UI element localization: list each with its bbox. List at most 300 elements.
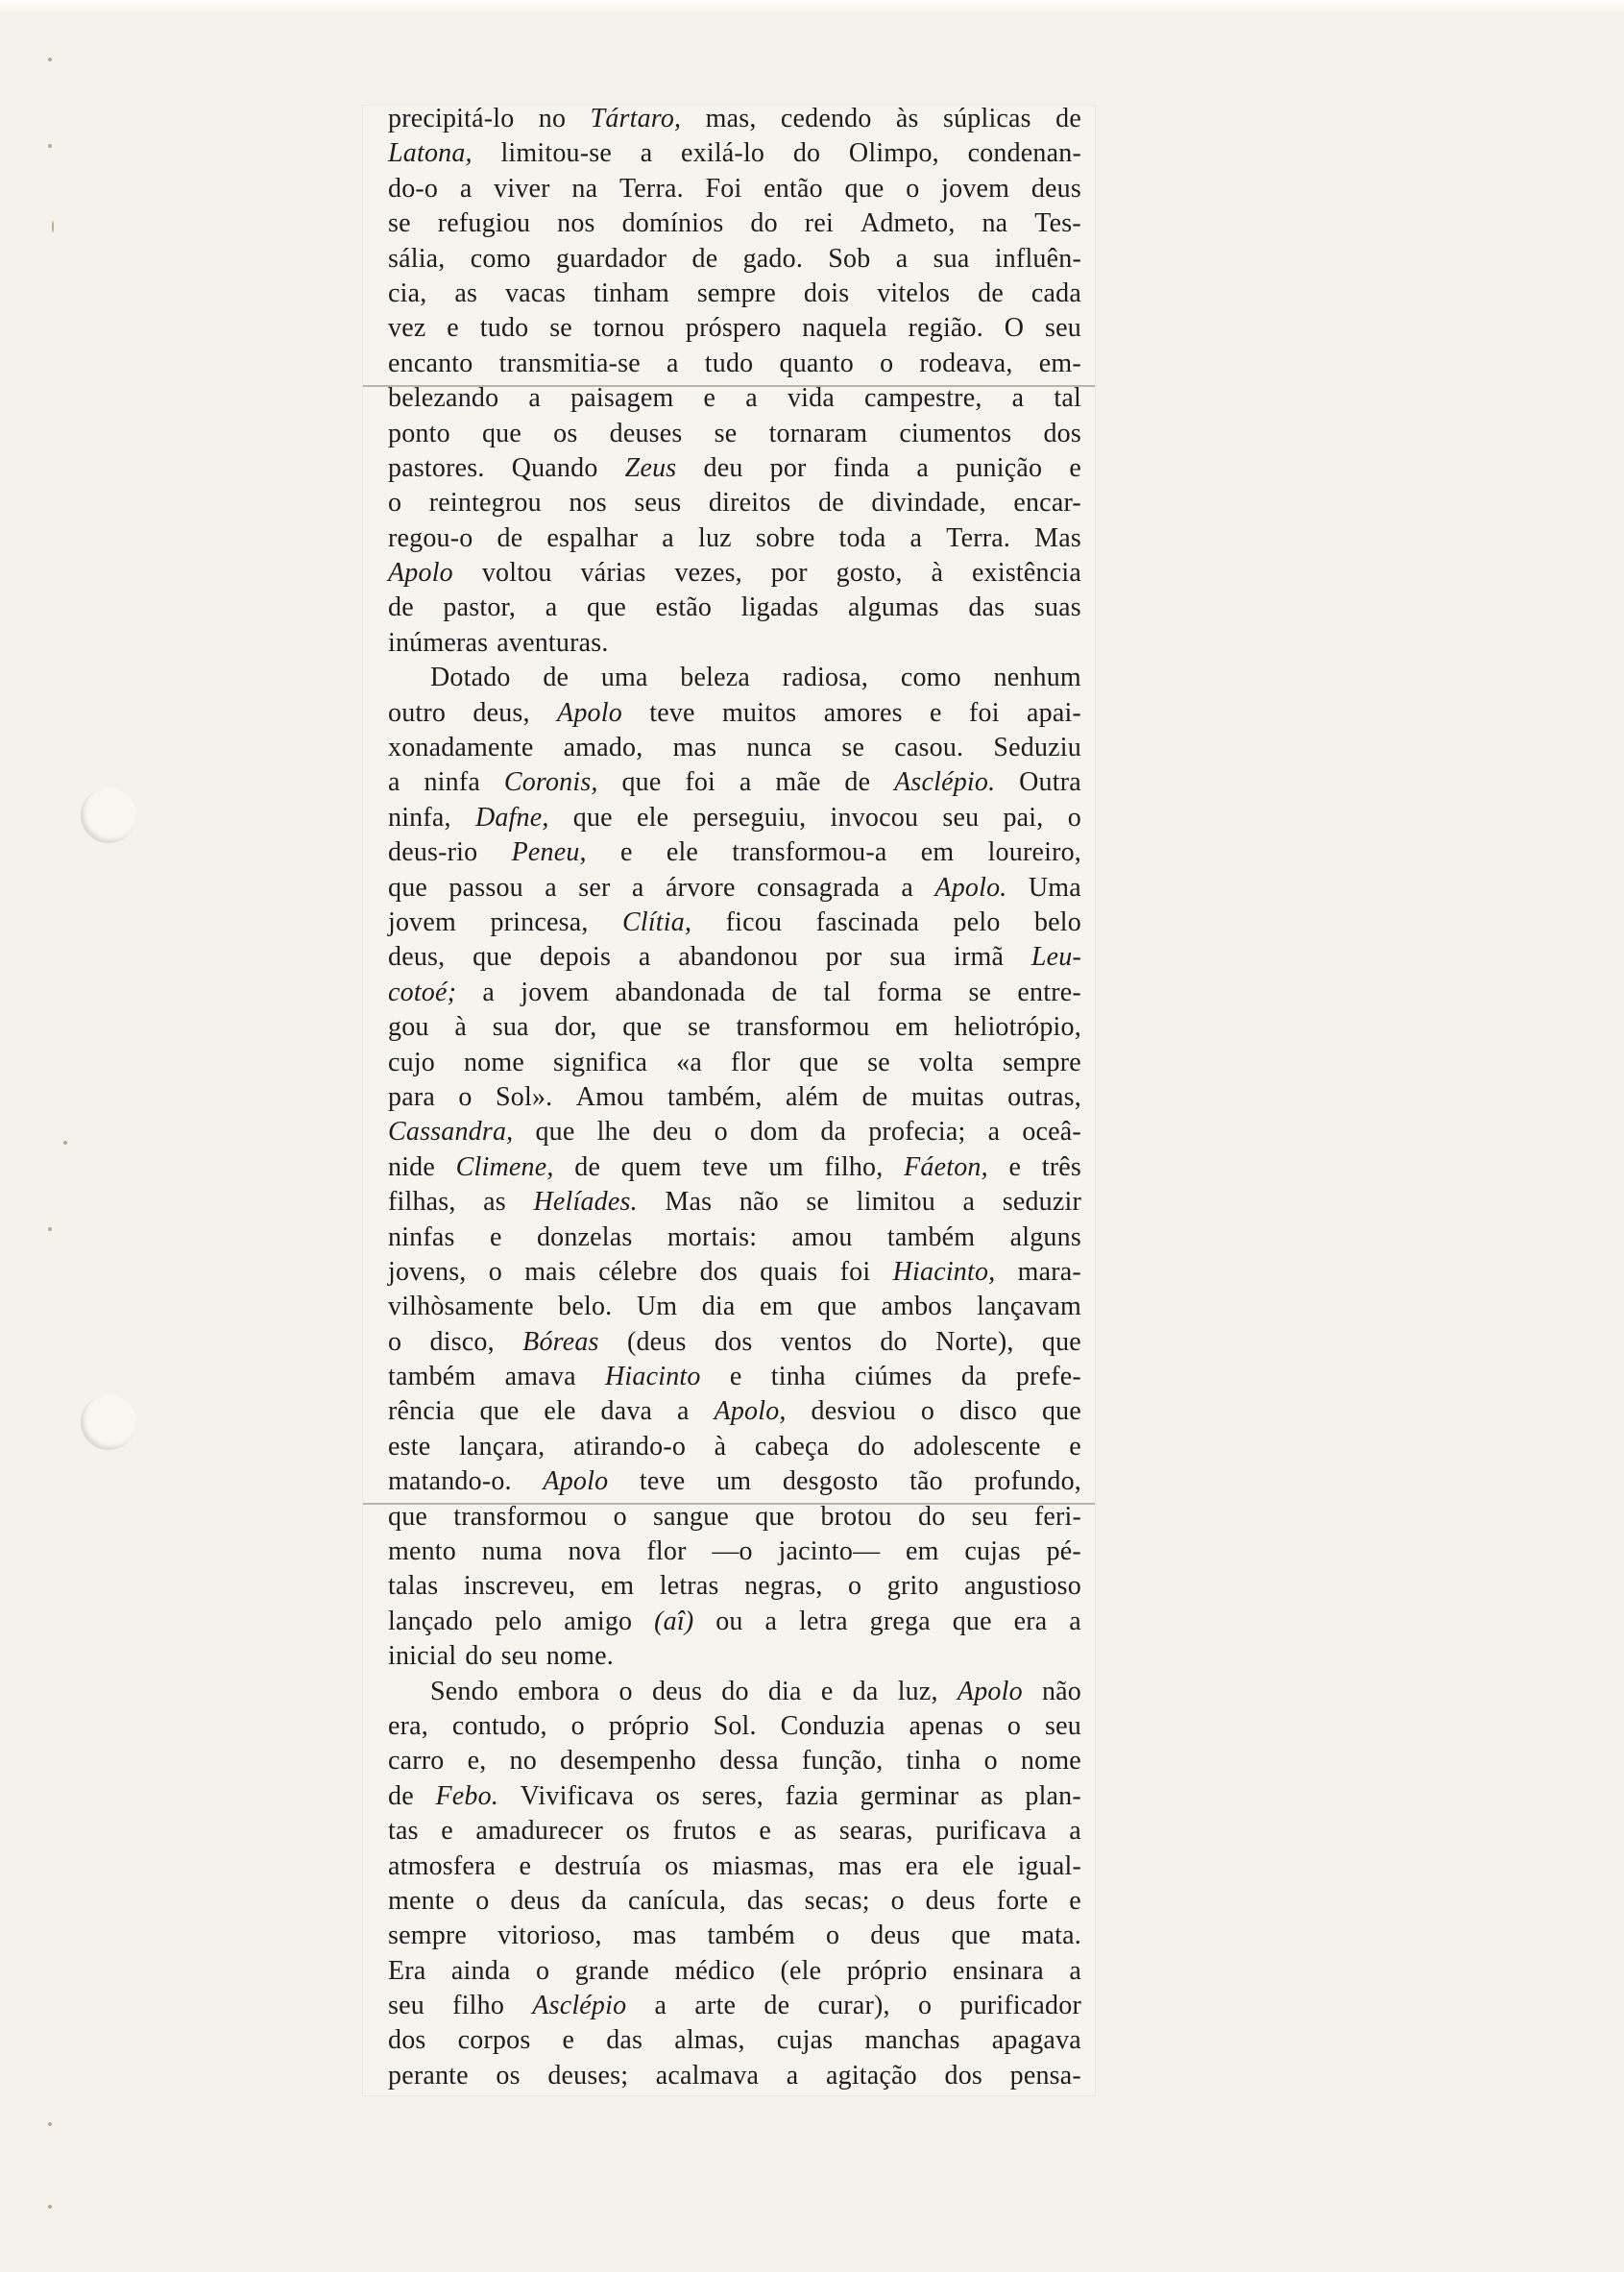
text-line: [388, 242, 1081, 277]
word: de: [497, 522, 523, 553]
word: de: [388, 592, 414, 623]
word: de: [1055, 104, 1081, 133]
italic-word: Latona,: [388, 138, 473, 169]
word: princesa,: [490, 906, 589, 937]
word: cujas: [776, 2025, 834, 2056]
word: ciumentos: [899, 418, 1012, 448]
word: depois: [539, 942, 612, 973]
word: e: [820, 1676, 834, 1706]
text-line: [388, 136, 1081, 171]
word: encar-: [1013, 488, 1081, 519]
word: a: [739, 767, 752, 798]
word: o: [388, 1326, 402, 1357]
word: do: [918, 1501, 946, 1532]
word: os: [665, 1850, 690, 1881]
word: vez: [388, 313, 426, 344]
word: seu: [1045, 313, 1081, 344]
word: Vivificava: [520, 1780, 635, 1811]
italic-word: Apolo: [543, 1466, 609, 1497]
word: por: [825, 942, 862, 973]
word: jovem: [388, 906, 456, 937]
word: que: [755, 1501, 795, 1532]
word: seu: [1045, 1710, 1081, 1741]
word: este: [388, 1431, 431, 1462]
word: pastores.: [388, 452, 485, 483]
word: na: [571, 173, 598, 204]
word: o: [475, 1885, 490, 1916]
text-line: [388, 1569, 1081, 1604]
word: xonadamente: [388, 733, 534, 763]
word: desviou: [811, 1396, 897, 1427]
word: à: [931, 558, 944, 589]
word: sangue: [653, 1501, 729, 1532]
word: estão: [655, 592, 713, 623]
word: volta: [918, 1047, 974, 1077]
text-line: [388, 1185, 1081, 1220]
word: nos: [569, 488, 607, 519]
word: a: [545, 592, 558, 623]
word: plan-: [1025, 1780, 1081, 1811]
word: tinha: [770, 1362, 826, 1392]
word: como: [900, 663, 961, 693]
word: tornaram: [768, 418, 868, 448]
word: searas,: [838, 1816, 913, 1847]
text-line: [388, 626, 1081, 661]
text-line: [388, 940, 1081, 975]
word: era,: [388, 1710, 428, 1741]
word: a: [916, 452, 930, 483]
word: mata.: [1021, 1921, 1081, 1951]
word: filho: [452, 1991, 505, 2021]
italic-word: Febo.: [435, 1780, 499, 1811]
word: curar),: [817, 1991, 890, 2021]
word: a: [1011, 383, 1025, 414]
text-line: [388, 1709, 1081, 1744]
word: que: [799, 1047, 839, 1077]
word: de: [764, 1991, 790, 2021]
word: o: [618, 1676, 633, 1706]
italic-word: Apolo,: [714, 1396, 787, 1427]
word: grande: [574, 1955, 650, 1986]
word: jacinto—: [778, 1536, 881, 1567]
italic-word: Apolo.: [934, 872, 1007, 903]
word: quem: [620, 1151, 682, 1182]
word: foi: [839, 1256, 871, 1287]
text-line: [388, 277, 1081, 311]
word: suas: [1033, 592, 1081, 623]
word: ensinara: [952, 1955, 1044, 1986]
word: várias: [580, 558, 646, 589]
word: e: [619, 837, 633, 868]
word: dia: [767, 1676, 802, 1706]
text-line: [388, 556, 1081, 591]
word: Mas: [1034, 522, 1081, 553]
word: de: [771, 977, 798, 1007]
word: e: [729, 1362, 742, 1392]
word: o: [570, 1710, 585, 1741]
word: nome.: [545, 1641, 614, 1672]
word: luz: [697, 522, 732, 553]
word: seu: [500, 1641, 538, 1672]
word: ambos: [881, 1292, 953, 1322]
word: o: [1067, 802, 1081, 833]
word: ninfas: [388, 1221, 455, 1252]
word: perante: [388, 2060, 469, 2091]
word: pastor,: [443, 592, 517, 623]
text-line: [388, 1010, 1081, 1045]
word: limitou-se: [500, 138, 612, 169]
word: deuses;: [547, 2060, 629, 2091]
word: dor,: [554, 1012, 597, 1043]
word: Quando: [511, 452, 598, 483]
word: rência: [388, 1396, 455, 1427]
word: domínios: [621, 208, 724, 239]
italic-word: Hiacinto,: [892, 1256, 996, 1287]
word: a: [786, 2060, 799, 2091]
text-line: [388, 696, 1081, 731]
word: dois: [803, 278, 850, 308]
word: e: [489, 1221, 502, 1252]
word: o: [848, 1571, 862, 1602]
word: que: [951, 1921, 991, 1951]
word: tal: [823, 977, 852, 1007]
word: a: [1069, 1606, 1081, 1636]
word: jovem: [941, 173, 1010, 204]
word: dia: [701, 1292, 736, 1322]
word: igual-: [1017, 1850, 1081, 1881]
word: ele: [637, 802, 669, 833]
word: a: [631, 872, 644, 903]
word: do: [465, 1641, 493, 1672]
word: amava: [504, 1362, 576, 1392]
word: abandonada: [615, 977, 746, 1007]
word: nos: [557, 208, 595, 239]
word: Sendo: [430, 1676, 498, 1706]
word: amado,: [563, 733, 643, 763]
word: em: [600, 1571, 635, 1602]
word: a: [987, 1117, 1001, 1148]
word: Tes-: [1034, 208, 1081, 239]
word: agitação: [826, 2060, 917, 2091]
word: belezando: [388, 383, 499, 414]
word: canícula,: [627, 1885, 727, 1916]
word: miasmas,: [712, 1850, 815, 1881]
word: de: [844, 767, 871, 798]
word: Terra.: [946, 522, 1011, 553]
word: a: [901, 872, 914, 903]
text-line: [388, 1535, 1081, 1569]
word: matando-o.: [388, 1466, 512, 1497]
word: a: [764, 1606, 778, 1636]
body-text: [388, 102, 1081, 2093]
text-line: [388, 206, 1081, 241]
word: mas: [632, 1921, 677, 1951]
word: das: [746, 1885, 784, 1916]
word: lhe: [596, 1117, 631, 1148]
word: abandonou: [678, 942, 798, 973]
word: e: [1069, 452, 1081, 483]
text-line: [388, 1884, 1081, 1919]
text-line: [388, 1255, 1081, 1290]
word: finda: [833, 452, 890, 483]
word: do: [721, 1676, 749, 1706]
word: a: [1069, 1816, 1081, 1847]
word: ciúmes: [855, 1362, 933, 1392]
word: heliotrópio,: [954, 1012, 1081, 1043]
text-line: [388, 1744, 1081, 1778]
word: almas,: [674, 2025, 745, 2056]
word: apagava: [991, 2025, 1081, 2056]
word: cujo: [388, 1047, 436, 1077]
word: também: [707, 1921, 795, 1951]
word: do-o: [388, 173, 439, 204]
word: três: [1041, 1151, 1081, 1182]
word: desgosto: [782, 1466, 879, 1497]
word: se: [687, 1012, 711, 1043]
word: outras,: [1007, 1081, 1081, 1112]
text-line: [388, 765, 1081, 800]
word: muitos: [721, 697, 797, 728]
word: significa: [552, 1047, 648, 1077]
text-line: [388, 801, 1081, 835]
word: os: [496, 2060, 521, 2091]
text-line: [388, 1605, 1081, 1639]
italic-word: Clítia,: [621, 906, 692, 937]
word: entre-: [1017, 977, 1081, 1007]
word: súplicas: [942, 104, 1031, 133]
word: a: [388, 767, 400, 798]
word: de: [978, 278, 1004, 308]
word: em: [906, 1536, 939, 1567]
word: encanto: [388, 348, 473, 378]
word: deuses: [609, 418, 683, 448]
paper-speck: [52, 221, 54, 232]
word: loureiro,: [987, 837, 1081, 868]
word: nome: [1020, 1746, 1081, 1777]
word: gado.: [742, 243, 804, 274]
word: toda: [838, 522, 886, 553]
word: a: [1069, 1955, 1081, 1986]
word: jovem: [521, 977, 590, 1007]
word: função,: [801, 1746, 884, 1777]
word: invocou: [830, 802, 919, 833]
word: disco,: [429, 1326, 495, 1357]
word: grito: [886, 1571, 939, 1602]
word: desempenho: [560, 1746, 696, 1777]
word: Foi: [705, 173, 742, 204]
word: médico: [674, 1955, 756, 1986]
word: seu: [971, 1501, 1008, 1532]
word: condenan-: [967, 138, 1081, 169]
word: casou.: [894, 733, 964, 763]
word: ponto: [388, 418, 450, 448]
word: amigo: [564, 1606, 633, 1636]
word: o: [613, 1501, 627, 1532]
word: também: [886, 1221, 976, 1252]
word: que: [844, 173, 885, 204]
word: que: [572, 802, 613, 833]
word: frutos: [672, 1816, 737, 1847]
word: como: [470, 243, 531, 274]
word: o: [890, 1885, 905, 1916]
word: tudo: [479, 313, 529, 344]
word: mento: [388, 1536, 456, 1567]
word: dos: [388, 2025, 426, 2056]
word: para: [388, 1081, 435, 1112]
word: guardador: [556, 243, 667, 274]
text-line: [388, 1325, 1081, 1360]
word: sobre: [755, 522, 815, 553]
word: teve: [649, 697, 695, 728]
word: que: [388, 872, 428, 903]
word: foi: [968, 697, 1000, 728]
word: talas: [388, 1571, 439, 1602]
word: os: [553, 418, 578, 448]
text-line: [388, 1639, 1081, 1674]
word: o: [880, 348, 894, 378]
word: flor: [646, 1536, 687, 1567]
word: belo: [1033, 906, 1081, 937]
word: teve: [639, 1466, 686, 1497]
word: dos: [1043, 418, 1081, 448]
word: e: [1069, 1431, 1081, 1462]
text-line: [388, 1046, 1081, 1080]
word: deu: [652, 1117, 692, 1148]
word: e: [703, 383, 716, 414]
word: que: [1041, 1326, 1081, 1357]
word: sempre: [388, 1921, 468, 1951]
text-line: [388, 521, 1081, 556]
word: região.: [908, 313, 983, 344]
word: acalmava: [655, 2060, 760, 2091]
word: cabeça: [754, 1431, 830, 1462]
word: que: [473, 942, 513, 973]
text-line: [388, 381, 1081, 416]
word: e: [441, 1816, 453, 1847]
word: mas: [672, 733, 717, 763]
word: que: [586, 592, 626, 623]
word: além: [785, 1081, 839, 1112]
word: filho,: [824, 1151, 884, 1182]
text-line: [388, 1080, 1081, 1115]
word: deus-rio: [388, 837, 478, 868]
word: alguns: [1009, 1221, 1081, 1252]
word: letras: [659, 1571, 719, 1602]
word: divindade,: [871, 488, 986, 519]
word: grega: [869, 1606, 931, 1636]
word: e: [930, 697, 942, 728]
word: ficou: [725, 906, 783, 937]
word: Amou: [575, 1081, 644, 1112]
word: angustioso: [964, 1571, 1081, 1602]
word: tas: [388, 1816, 419, 1847]
word: de: [861, 1081, 888, 1112]
text-line: [388, 172, 1081, 206]
word: jovens,: [388, 1256, 467, 1287]
word: punição: [956, 452, 1043, 483]
word: próprio: [846, 1955, 928, 1986]
word: que: [817, 1292, 858, 1322]
word: ninfa,: [388, 802, 451, 833]
word: foi: [685, 767, 716, 798]
word: os: [655, 1780, 681, 1811]
word: lançavam: [977, 1292, 1081, 1322]
text-line: [388, 1779, 1081, 1814]
word: seres,: [701, 1780, 764, 1811]
word: sempre: [1002, 1047, 1081, 1077]
word: as: [454, 278, 478, 308]
word: tudo: [704, 348, 754, 378]
word: fazia: [785, 1780, 838, 1811]
word: numa: [481, 1536, 543, 1567]
word: a: [528, 383, 542, 414]
word: dessa: [719, 1746, 779, 1777]
italic-word: Coronis,: [503, 767, 598, 798]
word: de: [818, 488, 844, 519]
word: o: [714, 1117, 728, 1148]
italic-word: Leu-: [1030, 942, 1081, 973]
word: luz,: [897, 1676, 938, 1706]
word: cia,: [388, 278, 427, 308]
word: espalhar: [546, 522, 639, 553]
word: lançara,: [458, 1431, 545, 1462]
word: pé-: [1046, 1536, 1081, 1567]
word: cedendo: [780, 104, 872, 133]
word: às: [895, 104, 919, 133]
word: transmitia-se: [498, 348, 641, 378]
word: deus,: [473, 697, 530, 728]
word: influên-: [994, 243, 1081, 274]
word: contudo,: [451, 1710, 547, 1741]
word: e: [1008, 1151, 1022, 1182]
word: do: [857, 1431, 885, 1462]
word: deus: [925, 1885, 976, 1916]
word: regou-o: [388, 522, 473, 553]
text-line: [388, 311, 1081, 346]
word: de: [574, 1151, 601, 1182]
word: vacas: [504, 278, 567, 308]
word: próspero: [685, 313, 782, 344]
word: um: [768, 1151, 804, 1182]
word: e: [519, 1850, 532, 1881]
text-line: [388, 591, 1081, 625]
word: a: [654, 1991, 667, 2021]
word: Olimpo,: [848, 138, 939, 169]
word: também,: [667, 1081, 763, 1112]
word: quanto: [779, 348, 854, 378]
word: em-: [1038, 348, 1081, 378]
word: a: [666, 348, 679, 378]
punch-hole-upper: [81, 787, 136, 843]
word: e: [1069, 1885, 1081, 1916]
text-line: [388, 1849, 1081, 1884]
word: aventuras.: [497, 627, 609, 658]
word: viver: [494, 173, 550, 204]
word: Sob: [828, 243, 871, 274]
word: gosto,: [836, 558, 903, 589]
word: rei: [804, 208, 834, 239]
word: por: [769, 452, 807, 483]
word: a: [640, 138, 653, 169]
word: deus: [510, 1885, 561, 1916]
word: em: [895, 1012, 929, 1043]
word: muitas: [910, 1081, 984, 1112]
italic-word: Bóreas: [522, 1326, 599, 1357]
word: que: [622, 1012, 663, 1043]
word: o: [488, 1256, 502, 1287]
word: as: [980, 1780, 1004, 1811]
italic-word: Fáeton,: [904, 1151, 988, 1182]
